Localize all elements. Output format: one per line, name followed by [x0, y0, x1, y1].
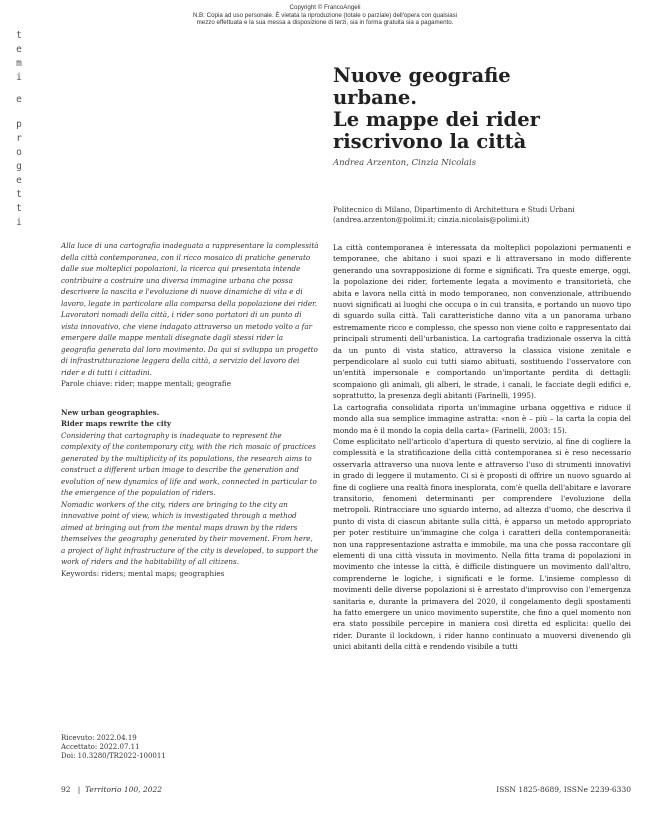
side-letter: r	[16, 133, 22, 144]
keywords-en: Keywords: riders; mental maps; geographies	[61, 568, 225, 578]
footer-left	[61, 785, 162, 794]
notice-line-2: mezzo effettuata e la sua messa a disposizione di terzi, sia in forma gratuita sia a pagamento.	[196, 19, 454, 27]
body-paragraph: La cartografia consolidata riporta un'immagine urbana oggettiva e riduce il mondo alla sua semplice immagine astratta: «non è – più – la carta la copia del mondo ma è il mondo la copia della carta» (Farinelli, 2003: 15).	[333, 402, 631, 435]
issn: ISSN 1825-8689, ISSNe 2239-6330	[496, 785, 631, 794]
affiliation-block	[333, 205, 633, 225]
side-letter: m	[16, 58, 22, 69]
title-line-2: urbane.	[333, 86, 418, 109]
english-title-2: Rider maps rewrite the city	[61, 419, 172, 428]
author-emails: (andrea.arzenton@polimi.it; cinzia.nicolais@polimi.it)	[333, 215, 530, 224]
title-line-3: Le mappe dei rider	[333, 108, 540, 131]
copyright-notice	[0, 4, 650, 27]
side-letter: t	[16, 30, 22, 41]
notice-line-1: N.B: Copia ad uso personale. È vietata la riproduzione (totale o parziale) dell'opera con qualsiasi	[192, 11, 458, 19]
side-letter: e	[16, 175, 22, 186]
received-info	[61, 734, 319, 760]
side-letter: i	[16, 217, 22, 228]
abstract-it-paragraph: Alla luce di una cartografia inadeguata a rappresentare la complessità della città contemporanea, con il ricco mosaico di pratiche generato dalle sue molteplici popolazioni, la ricerca qui presentata intende contribuire a costruire una diversa immagine urbana che possa descrivere la nascita e l'evoluzione di nuove dinamiche di vita e di lavoro, legate in particolare alla comparsa della popolazione dei rider.	[61, 241, 319, 308]
abstract-en-paragraph: Nomadic workers of the city, riders are bringing to the city an innovative point of view, which is investigated through a method aimed at bringing out from the mental maps drawn by the riders themselves the geography generated by their movement. From here, a project of light infrastructure of the city is developed, to support the work of riders and the habitability of all citizens.	[61, 499, 319, 566]
side-letter: o	[16, 147, 22, 158]
abstract-it-paragraph: Lavoratori nomadi della città, i rider sono portatori di un punto di vista innovativo, che viene indagato attraverso un metodo volto a far emergere dalle mappe mentali disegnate dagli stessi rider la geografia generata dal loro movimento. Da qui si sviluppa un progetto di infrastrutturazione leggera della città, a servizio del lavoro dei rider e di tutti i cittadini.	[61, 310, 318, 377]
page-number: 92	[61, 785, 71, 794]
title-line-1: Nuove geografie	[333, 64, 511, 87]
title-line-4: riscrivono la città	[333, 130, 527, 153]
journal-name: Territorio 100, 2022	[85, 785, 163, 794]
side-letter: i	[16, 72, 22, 83]
body-paragraph: Come esplicitato nell'articolo d'apertura di questo servizio, al fine di cogliere la complessità e la stratificazione della città contemporanea si è reso necessario osservarla attraverso una nuova lente e attraverso l'uso di strumenti innovativi in grado di leggere il mutamento. Ci si è proposti di offrire un nuovo sguardo al fine di cogliere una realtà finora inesplorata, com'è quella dell'abitare e lavorare transitorio, fenomeni determinanti per comprendere l'evoluzione della metropoli. Rintracciare uno sguardo interno, ad altezza d'uomo, che descriva il punto di vista di ciascun abitante sulla città, è apparso un metodo appropriato per poter restituire un'immagine che colga i caratteri della contemporaneità: non una rappresentazione astratta e immobile, ma una che possa raccontare gli elementi di una città vissuta in movimento. Nella fitta trama di popolazioni in movimento che intesse la città, è difficile distinguere un movimento dall'altro, comprenderne le logiche, i significati e le forme. L'insieme complesso di movimenti delle diverse popolazioni si è arrestato d'improvviso con l'emergenza sanitaria e, durante la primavera del 2020, il congelamento degli spostamenti ha fatto emergere un unico movimento superstite, che fino a quel momento non era stato possibile percepire in maniera così diretta ed esplicita: quello dei rider. Durante il lockdown, i rider hanno continuato a muoversi divenendo gli unici abitanti della città e rendendo visibile a tutti	[333, 436, 631, 652]
side-letter: t	[16, 189, 22, 200]
received-date: Ricevuto: 2022.04.19	[61, 734, 137, 742]
footer-separator: |	[77, 785, 81, 794]
body-paragraph: La città contemporanea è interessata da molteplici popolazioni permanenti e temporanee, che abitano i suoi spazi e li attraversano in modo differente generando una sovrapposizione di forme e significati. Tra queste emerge, oggi, la popolazione dei rider, fortemente legata a movimento e transitorietà, che abita e lavora nella città in modo temporaneo, non convenzionale, attribuendo nuovi significati ai luoghi che occupa o in cui transita, e portando un nuovo tipo di sguardo sulla città. Tali caratteristiche danno vita a un panorama urbano estremamente ricco e complesso, che spesso non viene colto e rappresentato dai principali strumenti dell'urbanistica. La cartografia tradizionale osserva la città da un punto di vista statico, attraverso la classica visione zenitale e perpendicolare al suolo cui tutti siamo abituati, sostituendo l'osservatore con un'entità impersonale e comportando un'importante perdita di dettagli: scompaiono gli animali, gli alberi, le strade, i canali, le facciate degli edifici e, soprattutto, la presenza degli abitanti (Farinelli, 1995).	[333, 243, 631, 401]
abstract-en-paragraph: Considering that cartography is inadequate to represent the complexity of the contemporary city, with the rich mosaic of practices generated by the multiplicity of its populations, the research aims to construct a different urban image to describe the generation and evolution of new dynamics of life and work, connected in particular to the emergence of the population of riders.	[61, 430, 317, 497]
side-letter: t	[16, 203, 22, 214]
article-title	[333, 65, 633, 153]
side-letter: g	[16, 161, 22, 172]
abstract-column	[61, 240, 319, 579]
affiliation: Politecnico di Milano, Dipartimento di Architettura e Studi Urbani	[333, 205, 575, 214]
body-text-column	[333, 242, 631, 653]
copyright-line: Copyright © FrancoAngeli	[289, 4, 361, 11]
side-letter: e	[16, 94, 22, 105]
accepted-date: Accettato: 2022.07.11	[61, 742, 140, 751]
keywords-it: Parole chiave: rider; mappe mentali; geografie	[61, 379, 231, 388]
doi: Doi: 10.3280/TR2022-100011	[61, 751, 166, 760]
side-letter: p	[16, 119, 22, 130]
authors: Andrea Arzenton, Cinzia Nicolais	[333, 158, 477, 168]
side-letter: e	[16, 44, 22, 55]
english-title-1: New urban geographies.	[61, 407, 160, 417]
